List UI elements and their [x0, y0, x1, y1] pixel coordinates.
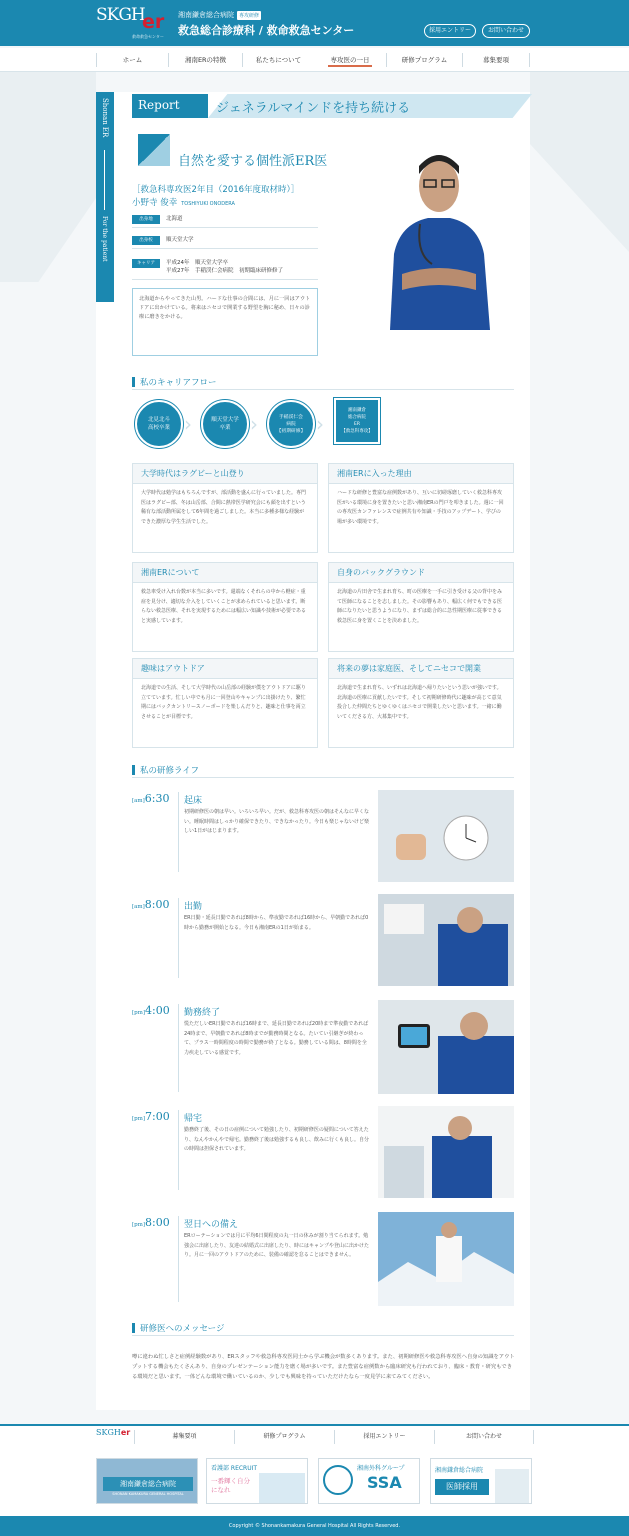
- timeline-desc: ER日勤・延長日勤であれば8時から、準夜勤であれば16時から、早朝勤であれば0時から勤務が開始となる。今日も湘南ERの1日が始まる。: [184, 915, 369, 931]
- card-hobby: [132, 658, 318, 748]
- ssa-emblem: [323, 1465, 353, 1495]
- timeline-line: [178, 1004, 179, 1092]
- footer-logo[interactable]: SKGHer: [96, 1428, 131, 1437]
- contact-button[interactable]: お問い合わせ: [482, 24, 530, 38]
- info-row-hometown: 出身地 北海道: [132, 212, 318, 228]
- banner-nursing[interactable]: 看護部 RECRUIT 一番輝く自分になれ: [206, 1458, 308, 1504]
- logo-sub: 救命救急センター: [132, 34, 164, 39]
- nav-home[interactable]: ホーム: [96, 53, 168, 67]
- timeline-title: 帰宅: [184, 1114, 203, 1124]
- banner-doctor-recruit[interactable]: 湘南鎌倉総合病院 医師採用: [430, 1458, 532, 1504]
- timeline-title: 勤務終了: [184, 1008, 221, 1018]
- card-reason: [328, 463, 514, 553]
- footer-nav-recruitment[interactable]: 募集要項: [134, 1430, 234, 1444]
- card-body: 大学時代は勉学はもちろんですが、部活動を盛んに行っていました。専門医はラグビー部、冬は山岳部、合間に熱帯医学研究会にも顔を出すという稀有な部活動所属をして6年間を過ごしました。本当に多種多様な経験ができた濃厚な学生生活でした。: [141, 490, 307, 525]
- card-body: ハードな研修と豊富な症例数があり、互いに切磋琢磨していく救急科専攻医がいる環境に身を置きたいと思い湘南ERの門戸を叩きました。週に一回の専攻医カンファレンスで症例共有や知識・手技のアップデート、学びの場が多い環境です。: [337, 490, 504, 525]
- card-title: 将来の夢は家庭医、そしてニセコで開業: [329, 659, 513, 679]
- timeline-title: 出勤: [184, 902, 203, 912]
- bg-decoration-left: [0, 72, 96, 282]
- card-about-er: [132, 562, 318, 652]
- photo-study: [378, 1106, 514, 1198]
- profile-intro: 北海道からやってきた山男。ハードな仕事の合間には、月に一回はアウトドアに出かけている。将来はニセコで開業する野望を胸に秘め、日々の診療に磨きをかける。: [132, 288, 318, 356]
- nav-daily[interactable]: 専攻医の一日: [328, 53, 372, 67]
- timeline-time: [pm]8:00: [132, 1216, 170, 1229]
- timeline-line: [178, 1110, 179, 1190]
- timeline-title: 翌日への備え: [184, 1220, 239, 1230]
- timeline-line: [178, 792, 179, 872]
- timeline-desc: 慌ただしいER日勤であれば16時まで、延長日勤であれば20時まで準夜勤であれば24時まで、早朝勤であれば8時までが勤務時間となる。たいてい引継ぎが終わって、プラス一時間程度の時間で勤務が終了となる。勤務している間は、8時間を全力疾走している感覚です。: [184, 1021, 369, 1056]
- logo-er: er: [142, 11, 165, 33]
- card-title: 大学時代はラグビーと山登り: [133, 464, 317, 484]
- card-university: [132, 463, 318, 553]
- nav-features[interactable]: 湘南ERの特徴: [168, 53, 242, 67]
- nav-about[interactable]: 私たちについて: [242, 53, 314, 67]
- timeline-time: [am]6:30: [132, 792, 170, 805]
- photo-alarm-clock: [378, 790, 514, 882]
- career-step-3: 手稲渓仁会 病院 【初期研修】: [267, 400, 315, 448]
- sidebar-subtitle: For the patient: [101, 216, 108, 262]
- footer-nav-program[interactable]: 研修プログラム: [234, 1430, 334, 1444]
- card-body: 北海道で生まれ育ち、いずれは北海道へ帰りたいという思いが強いです。北海道の医療に貢献したいです。そして初期研修時代に趣味が高じて意気投合した仲間たちとゆくゆくはニセコで開業したいと思います。一緒に働いてくださる方、大募集中です。: [337, 685, 502, 720]
- card-body: 北海道の片田舎で生まれ育ち、町の医療を一手に引き受ける父の背中をみて医師になることを志しました。その影響もあり、幅広く何でもできる医師になりたいと思うようになり、まずは総合的に急性期医療に従事できる救急医に身を置くことを決めました。: [337, 589, 503, 624]
- nurses-image: [259, 1473, 305, 1504]
- profile-photo: [380, 144, 498, 330]
- career-step-2: 順天堂大学 卒業: [201, 400, 249, 448]
- timeline-time: [pm]7:00: [132, 1110, 170, 1123]
- banner-surgery[interactable]: 湘南外科グループ SSA: [318, 1458, 420, 1504]
- timeline-title: 起床: [184, 796, 203, 806]
- profile-headline: 自然を愛する個性派ER医: [178, 154, 328, 169]
- logo-letters: SKGH: [96, 5, 145, 25]
- report-tag: Report: [132, 94, 208, 118]
- profile-label: ［救急科専攻医2年目（2016年度取材時）］: [132, 185, 300, 195]
- timeline-time: [am]8:00: [132, 898, 170, 911]
- residency-badge: 専攻研修: [239, 13, 260, 19]
- copyright: Copyright © Shonankamakura General Hospital All Rights Reserved.: [0, 1516, 629, 1536]
- life-heading: 私の研修ライフ: [132, 764, 514, 778]
- message-body: 噂に違わぬ忙しさと症例経験数があり、ERスタッフや救急科専攻医同士から学ぶ機会が数多くあります。また、初期研修医や救急科専攻医へ自身の知識をアウトプットする機会もたくさんあり、自身のプレゼンテーション能力を磨く場が多いです。また豊富な症例数から臨床研究も行われており、臨床・教育・研究もできる環境だと思います。一体どんな環境で働いているのか、少しでも興味を持っていただけたなら一度見学に来てみてください。: [132, 1354, 515, 1380]
- entry-button[interactable]: 採用エントリー: [424, 24, 476, 38]
- card-body: 北海道での生活、そして大学時代の山岳部の経験が僕をアウトドアに駆り立てています。忙しい中でも月に一回登山やキャンプに出掛けたり、繁忙期にはバックカントリースノーボードを楽しんだりと、趣味と仕事を両立させることが目標です。: [141, 685, 306, 720]
- card-title: 趣味はアウトドア: [133, 659, 317, 679]
- timeline-time: [pm]4:00: [132, 1004, 170, 1017]
- site-logo[interactable]: [96, 5, 164, 43]
- doctor-image: [495, 1469, 529, 1504]
- timeline-desc: 初期研修医の朝は早い。いろいろ早い。だが、救急科専攻医の朝はそんなに早くない。睡眠時間はしっかり確保できたり、できなかったり。今日も楽じゃないけど楽しい1日がはじまります。: [184, 809, 370, 834]
- career-step-final: 湘南鎌倉 総合病院 ER 【救急科専攻】: [334, 398, 380, 444]
- card-future: [328, 658, 514, 748]
- photo-commute: [378, 894, 514, 986]
- profile-name: 小野寺 俊幸 TOSHIYUKI ONODERA: [132, 198, 235, 208]
- site-header: [0, 0, 629, 46]
- timeline-desc: 勤務終了後、その日の症例について勉強したり、初期研修医の疑問について答えたり、なんやかんやで帰宅。勤務終了後は勉強するも良し、飲みに行くも良し。自分の時間は担保されています。: [184, 1127, 370, 1152]
- sidebar-title: Shonan ER: [101, 98, 109, 138]
- department-title: 救急総合診療科 / 救命救急センター: [178, 24, 355, 37]
- card-title: 自身のバックグラウンド: [329, 563, 513, 583]
- career-step-1: 北見北斗 高校卒業: [135, 400, 183, 448]
- profile-name-en: TOSHIYUKI ONODERA: [181, 201, 235, 207]
- nav-program[interactable]: 研修プログラム: [386, 53, 462, 67]
- chevron-right-icon: ›: [184, 412, 192, 436]
- photo-mountain: [378, 1212, 514, 1306]
- timeline-line: [178, 898, 179, 978]
- chevron-right-icon: ›: [316, 412, 324, 436]
- card-title: 湘南ERに入った理由: [329, 464, 513, 484]
- headline-decoration: [138, 134, 170, 166]
- report-title: ジェネラルマインドを持ち続ける: [216, 101, 411, 116]
- banner-hospital[interactable]: 湘南鎌倉総合病院 SHONAN KAMAKURA GENERAL HOSPITAL: [96, 1458, 198, 1504]
- info-row-school: 出身校 順天堂大学: [132, 233, 318, 249]
- footer-nav-contact[interactable]: お問い合わせ: [434, 1430, 534, 1444]
- photo-tablet: [378, 1000, 514, 1094]
- timeline-desc: ERローテーションでは月に平均6日間程度の丸一日の休みが割り当てられます。勉強会に出席したり、友達の結婚式に出席したり、時にはキャンプや登山に出かけたり。月に一回のアウトドアのために、装備の確認を怠ることはできません。: [184, 1233, 370, 1258]
- timeline-line: [178, 1216, 179, 1302]
- chevron-right-icon: ›: [250, 412, 258, 436]
- card-background: [328, 562, 514, 652]
- card-body: 救急車受け入れ台数が本当に多いです。還端なくそれらの中から軽症・重症を見分け、適切な介入をしていくことが求められていると思います。断らない救急医療、それを実現するためには幅広い知識や技術が必要であると実感しています。: [141, 589, 307, 624]
- nav-recruitment[interactable]: 募集要項: [462, 53, 530, 67]
- vertical-sidebar: [96, 92, 114, 302]
- footer-nav-entry[interactable]: 採用エントリー: [334, 1430, 434, 1444]
- career-heading: 私のキャリアフロー: [132, 376, 514, 390]
- card-title: 湘南ERについて: [133, 563, 317, 583]
- message-heading: 研修医へのメッセージ: [132, 1322, 514, 1336]
- sidebar-divider: [104, 150, 105, 210]
- bg-decoration-right: [530, 72, 629, 252]
- global-nav: [0, 48, 629, 72]
- report-banner: [132, 94, 532, 118]
- hospital-name: 湘南鎌倉総合病院 専攻研修: [178, 11, 260, 19]
- info-row-career: キャリア 平成24年 順天堂大学卒 平成27年 手稲渓仁会病院 初期臨床研修修了: [132, 256, 318, 280]
